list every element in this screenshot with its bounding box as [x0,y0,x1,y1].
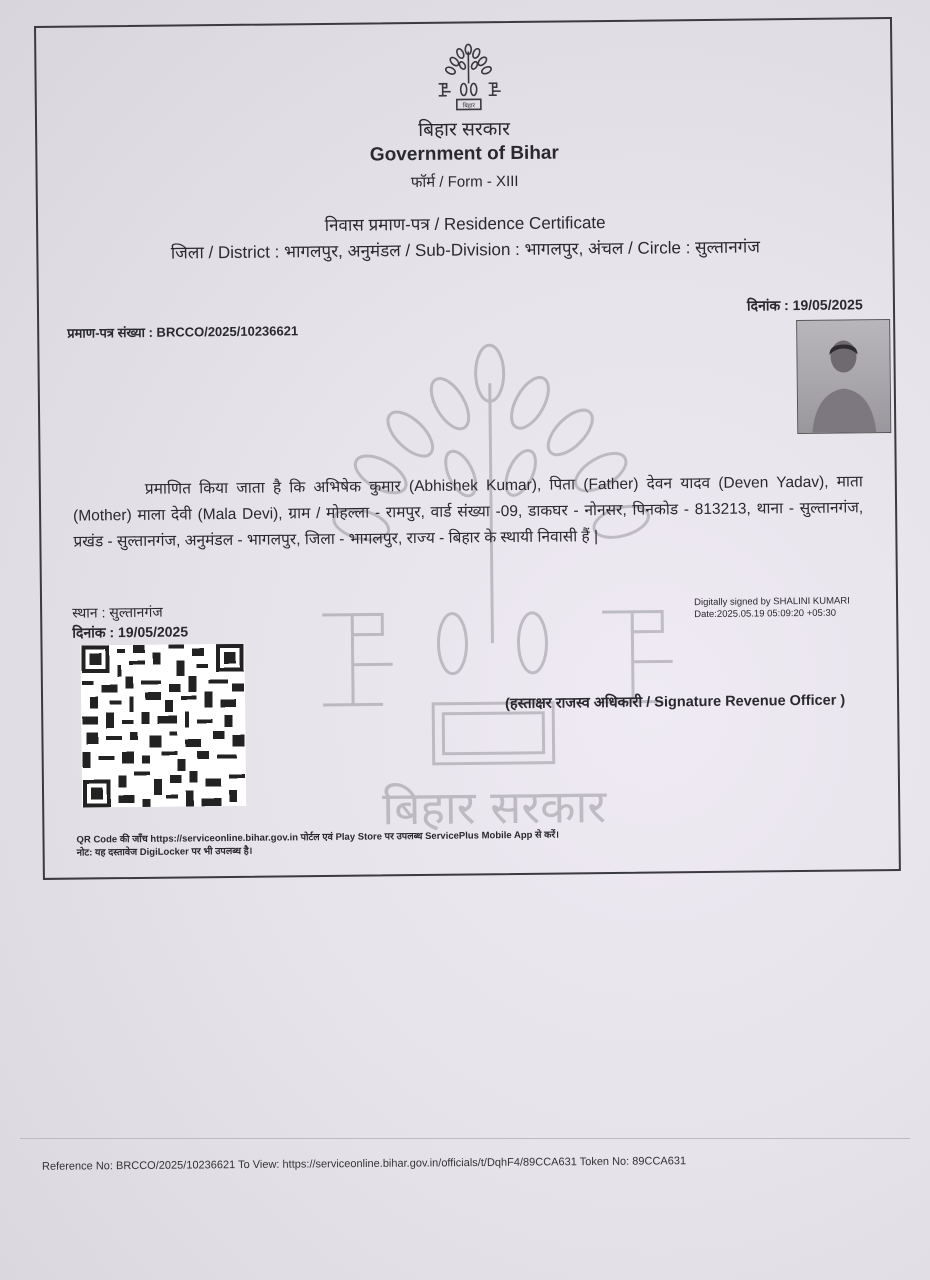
applicant-photo [796,319,891,434]
qr-code [80,644,246,808]
certificate-title: निवास प्रमाण-पत्र / Residence Certificate [324,213,606,235]
form-number: फॉर्म / Form - XIII [410,172,519,192]
footer-note [76,829,559,860]
issue-date: दिनांक : 19/05/2025 [72,623,189,641]
signature-designation: (हस्ताक्षर राजस्व अधिकारी / Signature Revenue Officer ) [505,692,846,713]
reference-line: Reference No: BRCCO/2025/10236621 To View: https://serviceonline.bihar.gov.in/officials/t/DqhF4/89CCA631 Token No: 89CCA631 [41,1155,687,1173]
digilocker-note: नोट: यह दस्तावेज DigiLocker पर भी उपलब्ध है। [76,845,253,859]
divider [20,1138,910,1139]
place: स्थान : सुल्तानगंज [72,603,163,621]
svg-text:बिहार सरकार: बिहार सरकार [381,779,607,836]
svg-text:बिहार: बिहार [462,102,475,110]
qr-verification-note: QR Code की जाँच https://serviceonline.bihar.gov.in पोर्टल एवं Play Store पर उपलब्ध ServicePlus Mobile App से करें। [76,829,559,846]
person-silhouette-icon [797,320,890,433]
signature-date: Date:2025.05.19 05:09:20 +05:30 [694,607,837,621]
english-title: Government of Bihar [369,142,559,166]
certificate-number: प्रमाण-पत्र संख्या : BRCCO/2025/10236621 [67,323,299,341]
hindi-title: बिहार सरकार [418,119,511,141]
certificate-body: प्रमाणित किया जाता है कि अभिषेक कुमार (Abhishek Kumar), पिता (Father) देवन यादव (Deven Yadav), माता (Mother) माला देवी (Mala Devi), ग्राम / मोहल्ला - रामपुर, वार्ड संख्या -09, डाकघर - नोनसर, पिनकोड - 813213, थाना - सुल्तानगंज, प्रखंड - सुल्तानगंज, अनुमंडल - भागलपुर, जिला - भागलपुर, राज्य - बिहार के स्थायी निवासी हैं | [73,473,864,551]
header-date: दिनांक : 19/05/2025 [746,296,863,314]
district-line: जिला / District : भागलपुर, अनुमंडल / Sub-Division : भागलपुर, अंचल / Circle : सुल्तानगंज [170,237,760,263]
bihar-emblem-icon [432,43,505,114]
bihar-watermark-emblem [289,341,694,845]
certificate-frame [34,17,901,880]
digital-signature: Digitally signed by SHALINI KUMARI [694,595,850,609]
